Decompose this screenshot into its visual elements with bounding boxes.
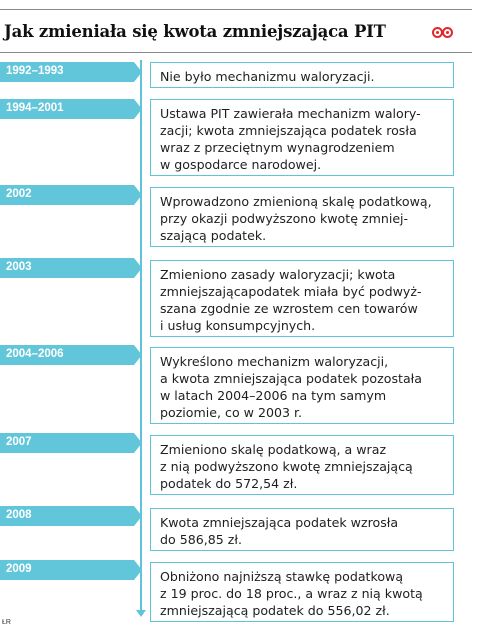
event-text-line: a kwota zmniejszająca podatek pozostała: [160, 371, 422, 386]
timeline-arrow-icon: [136, 610, 146, 617]
event-text-line: w latach 2004–2006 na tym samym: [160, 388, 387, 403]
event-text-line: Wykreślono mechanizm waloryzacji,: [160, 354, 389, 369]
event-text-line: z 19 proc. do 18 proc., a wraz z nią kwotą: [160, 586, 423, 601]
year-label: 2002: [6, 188, 32, 200]
year-tag: [0, 345, 134, 365]
author-credit: ŁR: [2, 619, 11, 626]
event-text-line: Ustawa PIT zawierała mechanizm walory-: [160, 106, 421, 121]
event-box: [150, 62, 454, 88]
event-box: [150, 435, 454, 495]
year-tag: [0, 433, 134, 453]
event-text-line: szana zgodnie ze wzrostem cen towarów: [160, 301, 418, 316]
year-label: 2007: [6, 436, 32, 448]
year-tag: [0, 258, 134, 278]
event-text-line: Obniżono najniższą stawkę podatkową: [160, 569, 404, 584]
timeline-spine: [140, 60, 142, 612]
event-text-line: Zmieniono zasady waloryzacji; kwota: [160, 267, 396, 282]
event-text-line: do 586,85 zł.: [160, 532, 242, 547]
event-text-line: zmniejszającapodatek miała być podwyż-: [160, 284, 422, 299]
event-box: [150, 187, 454, 247]
year-label: 2008: [6, 509, 32, 521]
year-tag: [0, 560, 134, 580]
event-text-line: zacji; kwota zmniejszająca podatek rosła: [160, 123, 417, 138]
event-text-line: Kwota zmniejszająca podatek wzrosła: [160, 515, 399, 530]
year-tag: [0, 506, 134, 526]
event-text-line: Nie było mechanizmu waloryzacji.: [160, 69, 375, 84]
event-text-line: zmniejszającą podatek do 556,02 zł.: [160, 603, 390, 618]
year-tag: [0, 62, 134, 82]
top-rule: [0, 9, 472, 10]
year-tag: [0, 185, 134, 205]
event-text-line: Wprowadzono zmienioną skalę podatkową,: [160, 194, 432, 209]
event-text-line: Zmieniono skalę podatkową, a wraz: [160, 442, 387, 457]
year-tag: [0, 99, 134, 119]
event-text-line: szającą podatek.: [160, 228, 267, 243]
event-text-line: wraz z przeciętnym wynagrodzeniem: [160, 140, 395, 155]
year-label: 1992–1993: [6, 65, 64, 77]
year-label: 2009: [6, 563, 32, 575]
event-box: [150, 508, 454, 551]
year-label: 2003: [6, 261, 32, 273]
event-text-line: i usług konsumpcyjnych.: [160, 318, 316, 333]
title-rule: [0, 52, 472, 53]
event-text-line: podatek do 572,54 zł.: [160, 476, 298, 491]
event-box: [150, 99, 454, 176]
event-text-line: poziomie, co w 2003 r.: [160, 405, 303, 420]
year-label: 2004–2006: [6, 348, 64, 360]
event-text-line: przy okazji podwyższono kwotę zmniej-: [160, 211, 409, 226]
page-title: Jak zmieniała się kwota zmniejszająca PIT: [4, 22, 386, 41]
event-box: [150, 260, 454, 337]
year-label: 1994–2001: [6, 102, 64, 114]
rp-logo-icon: [432, 27, 458, 41]
event-box: [150, 562, 454, 622]
event-text-line: z nią podwyższono kwotę zmniejszającą: [160, 459, 413, 474]
event-text-line: w gospodarce narodowej.: [160, 157, 322, 172]
event-box: [150, 347, 454, 424]
